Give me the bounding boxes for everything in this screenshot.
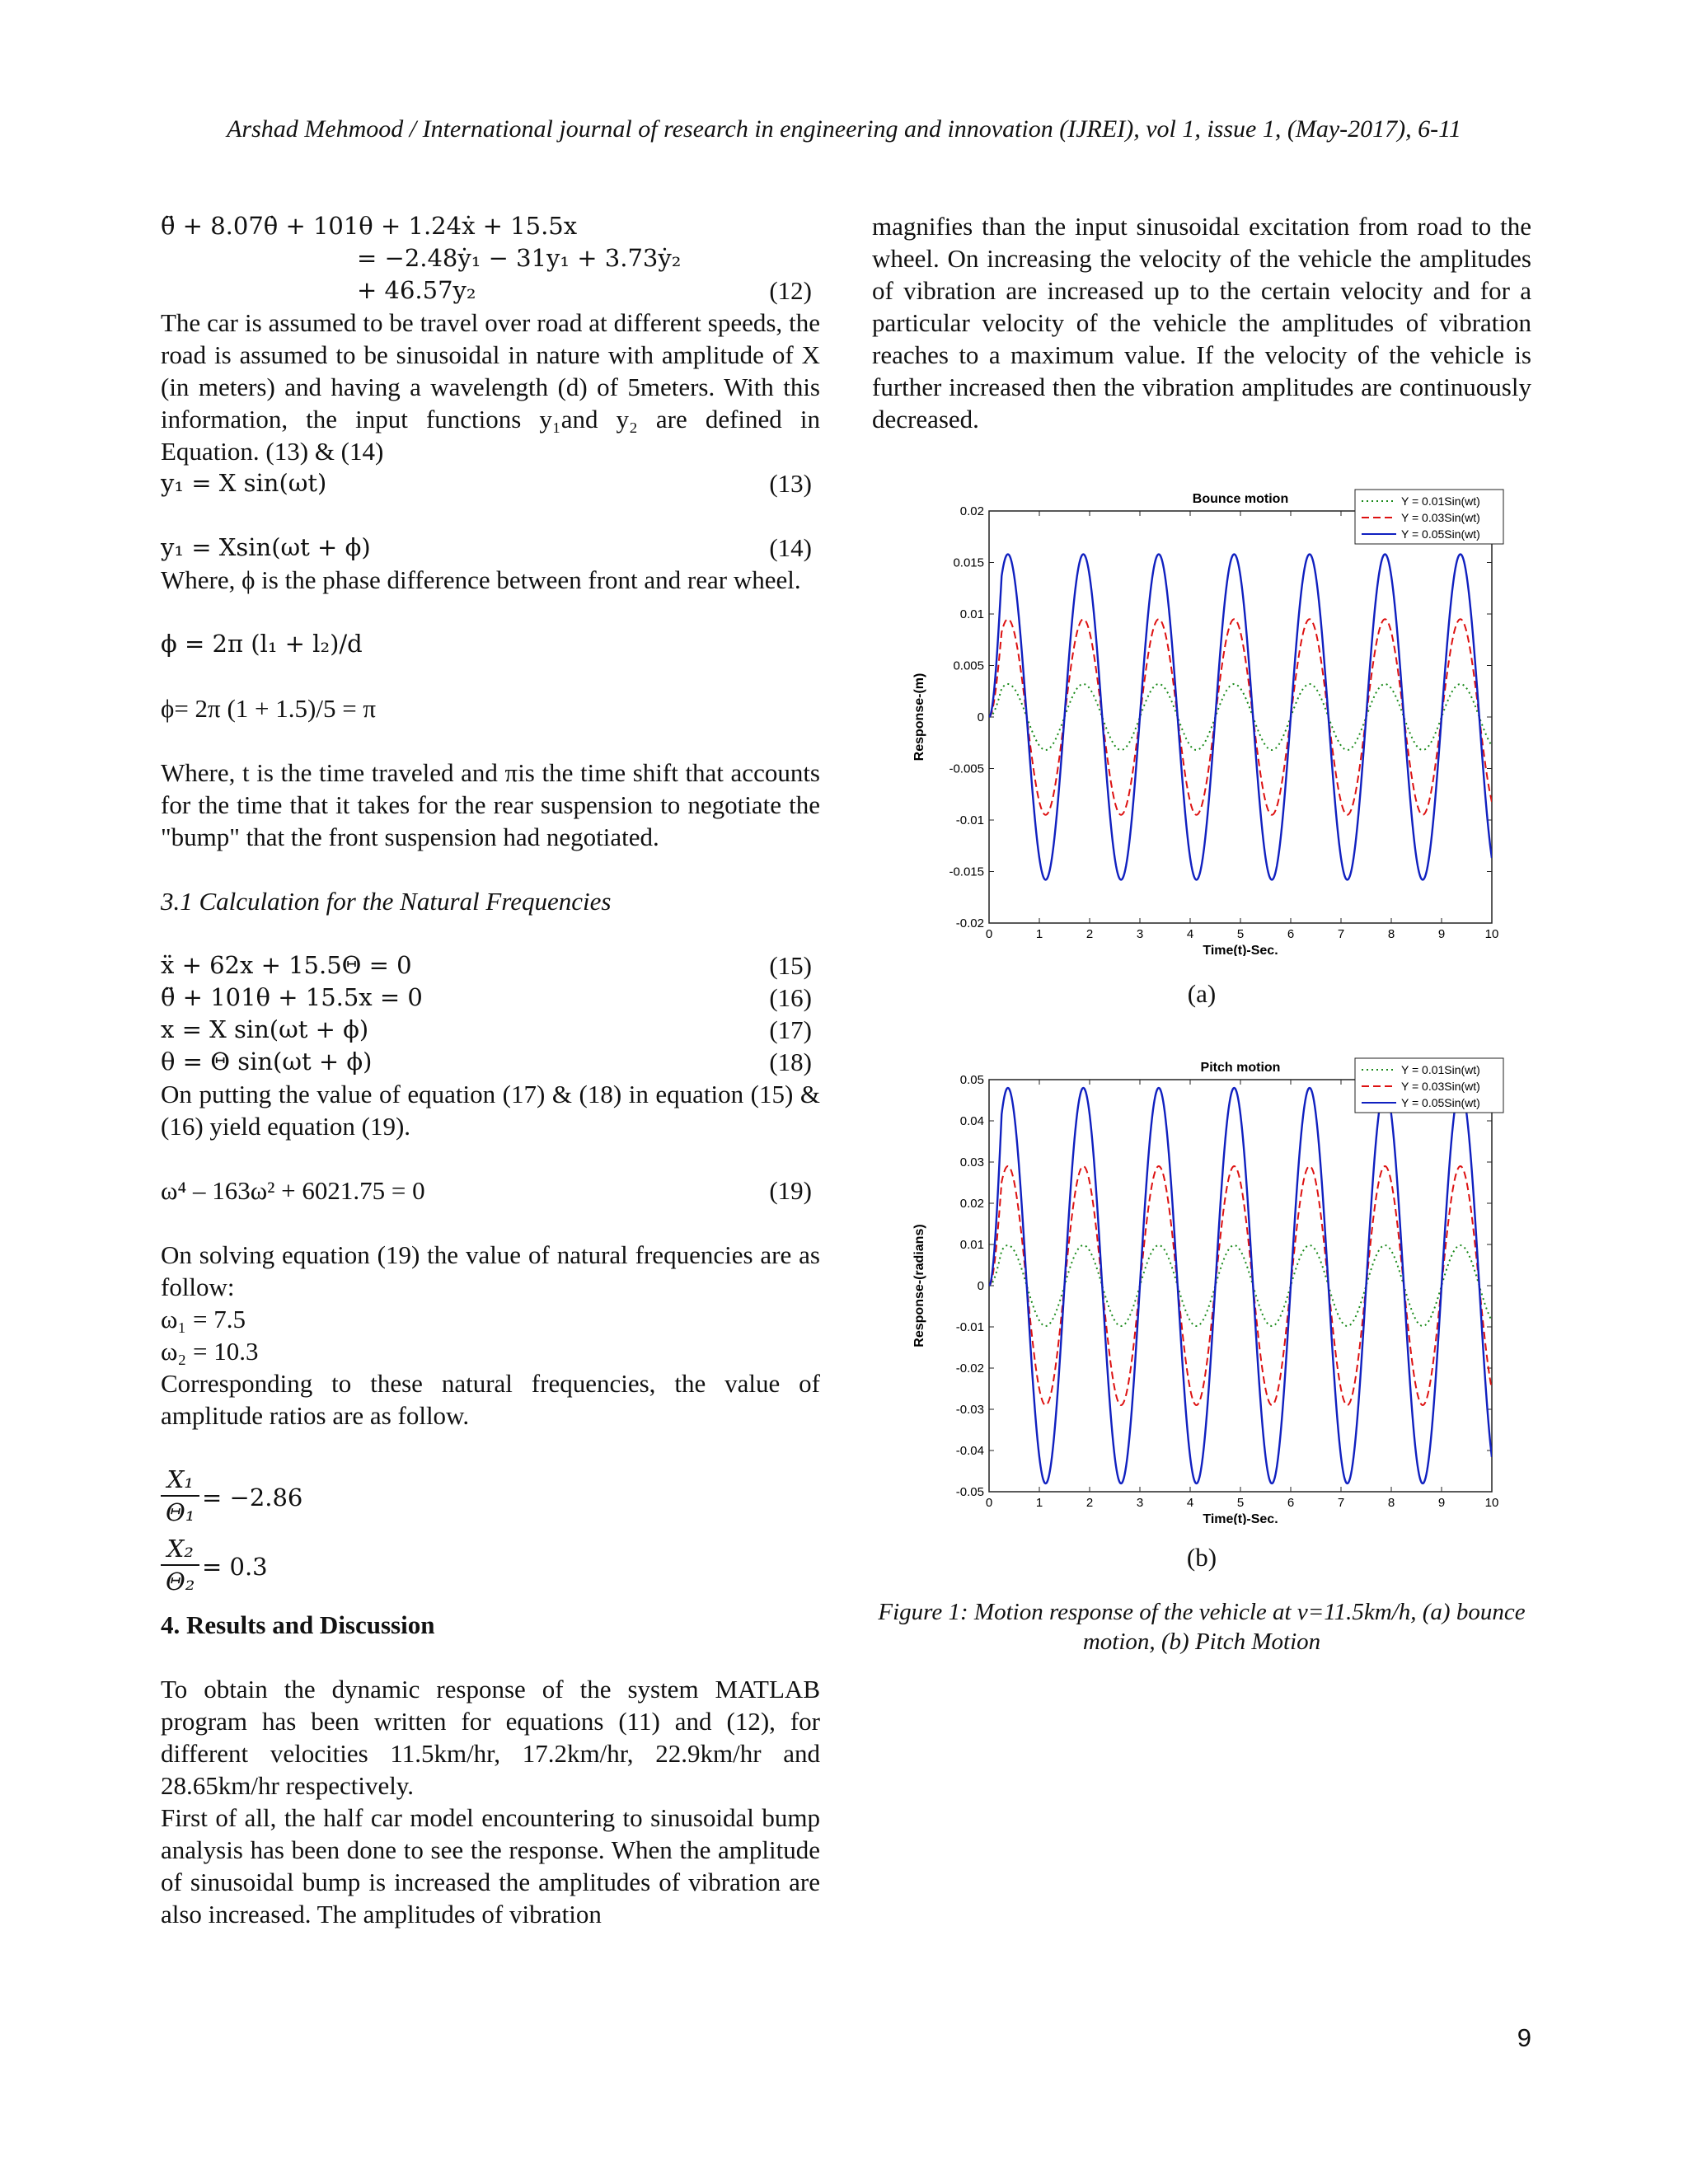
equation-15-number: (15)	[769, 951, 812, 980]
legend-entry: Y = 0.01Sin(wt)	[1401, 1063, 1480, 1076]
equation-18: θ = Θ sin(ωt + ϕ) (18)	[161, 1047, 812, 1076]
ratio-2-denominator: Θ₂	[166, 1568, 195, 1596]
section-heading-results: 4. Results and Discussion	[161, 1610, 435, 1639]
equation-16: θ̈ + 101θ + 15.5x = 0 (16)	[161, 983, 812, 1012]
subsection-heading: 3.1 Calculation for the Natural Frequencies	[161, 887, 612, 916]
x-tick-label: 0	[985, 1496, 993, 1510]
running-header: Arshad Mehmood / International journal of research in engineering and innovation (IJREI), vol 1, issue 1, (May-2017), 6-11	[227, 115, 1461, 143]
equation-14-number: (14)	[769, 533, 812, 562]
omega-2-value: ω₂ = 10.3	[161, 1337, 259, 1366]
chart-title: Bounce motion	[1192, 492, 1289, 506]
x-tick-label: 7	[1337, 927, 1345, 941]
y-tick-label: 0.02	[959, 504, 984, 518]
ratio-2-numerator: X₂	[161, 1533, 199, 1566]
equation-13-number: (13)	[769, 469, 812, 498]
equation-17: x = X sin(ωt + ϕ) (17)	[161, 1015, 812, 1044]
x-axis-label: Time(t)-Sec.	[1203, 944, 1278, 956]
x-tick-label: 6	[1287, 927, 1295, 941]
y-tick-label: -0.02	[955, 916, 984, 930]
x-tick-label: 2	[1085, 927, 1094, 941]
y-tick-label: -0.03	[955, 1403, 984, 1417]
paragraph-time-shift: Where, t is the time traveled and πis the time shift that accounts for the time that it takes for the rear suspension to negotiate the "bump" that the front suspension had negotiated.	[161, 758, 820, 851]
y-tick-label: 0.03	[959, 1155, 984, 1169]
paragraph-phase-difference: Where, ϕ is the phase difference between front and rear wheel.	[161, 565, 801, 594]
equation-19-number: (19)	[769, 1176, 812, 1205]
x-tick-label: 9	[1437, 927, 1446, 941]
y-tick-label: 0	[977, 710, 984, 724]
ratio-1-value: = −2.86	[202, 1483, 303, 1511]
y-tick-label: 0	[977, 1279, 984, 1293]
y-tick-label: -0.01	[955, 813, 984, 827]
paragraph-velocity-effect: magnifies than the input sinusoidal excitation from road to the wheel. On increasing the velocity of the vehicle the amplitudes of vibration are increased up to the certain velocity and for a particular velocity of the vehicle the amplitudes of vibration reaches to a maximum value. If the velocity of the vehicle is further increased then the vibration amplitudes are continuously decreased.	[872, 212, 1531, 434]
left-column	[161, 210, 820, 1930]
x-tick-label: 4	[1186, 927, 1194, 941]
y-tick-label: -0.05	[955, 1485, 984, 1499]
y-tick-label: 0.05	[959, 1073, 984, 1087]
x-tick-label: 1	[1035, 927, 1043, 941]
legend-entry: Y = 0.01Sin(wt)	[1401, 494, 1480, 508]
equation-phi-value: ϕ= 2π (1 + 1.5)/5 = π	[161, 694, 377, 723]
figure-label-a: (a)	[1187, 979, 1217, 1008]
x-tick-label: 10	[1484, 1496, 1499, 1510]
equation-13: y₁ = X sin(ωt) (13)	[161, 469, 812, 498]
ratio-2-value: = 0.3	[202, 1553, 268, 1581]
equation-16-number: (16)	[769, 983, 812, 1012]
y-tick-label: 0.015	[953, 555, 984, 570]
paragraph-road-model: The car is assumed to be travel over road at different speeds, the road is assumed to be sinusoidal in nature with amplitude of X (in meters) and having a wavelength (d) of 5meters. With this information, the input functions y₁and y₂ are defined in Equation. (13) & (14)	[161, 308, 820, 466]
y-tick-label: -0.01	[955, 1320, 984, 1334]
equation-19: ω⁴ – 163ω² + 6021.75 = 0 (19)	[161, 1176, 812, 1205]
y-axis-label: Response-(m)	[912, 673, 926, 762]
x-tick-label: 3	[1136, 927, 1144, 941]
x-tick-label: 5	[1236, 1496, 1245, 1510]
equation-phi: ϕ = 2π (l₁ + l₂)/d	[161, 630, 363, 658]
equation-15: ẍ + 62x + 15.5Θ = 0 (15)	[161, 951, 812, 980]
legend-entry: Y = 0.05Sin(wt)	[1401, 1096, 1480, 1109]
x-tick-label: 5	[1236, 927, 1245, 941]
y-tick-label: -0.005	[949, 762, 984, 776]
x-tick-label: 2	[1085, 1496, 1094, 1510]
amplitude-ratio-1	[161, 1464, 820, 1533]
ratio-1-numerator: X₁	[161, 1464, 199, 1497]
omega-1-value: ω₁ = 7.5	[161, 1305, 246, 1333]
right-column	[872, 210, 1531, 435]
y-tick-label: 0.04	[959, 1114, 984, 1128]
amplitude-ratio-2	[161, 1533, 820, 1602]
x-tick-label: 6	[1287, 1496, 1295, 1510]
ratio-1-denominator: Θ₁	[166, 1498, 195, 1526]
equation-18-number: (18)	[769, 1047, 812, 1076]
legend-entry: Y = 0.05Sin(wt)	[1401, 527, 1480, 541]
pitch-motion-chart	[898, 1047, 1508, 1525]
y-tick-label: -0.04	[955, 1444, 984, 1458]
paragraph-substitution: On putting the value of equation (17) & (18) in equation (15) & (16) yield equation (19).	[161, 1080, 820, 1141]
paragraph-matlab: To obtain the dynamic response of the system MATLAB program has been written for equations (11) and (12), for different velocities 11.5km/hr, 17.2km/hr, 22.9km/hr and 28.65km/hr respectively.	[161, 1675, 820, 1800]
x-tick-label: 7	[1337, 1496, 1345, 1510]
x-tick-label: 9	[1437, 1496, 1446, 1510]
x-tick-label: 4	[1186, 1496, 1194, 1510]
equation-12-line-2: = −2.48ẏ₁ − 31y₁ + 3.73ẏ₂	[357, 244, 682, 272]
equation-12-line-1: θ̈ + 8.07θ̇ + 101θ + 1.24ẋ + 15.5x	[161, 212, 578, 240]
y-tick-label: 0.005	[953, 658, 984, 673]
equation-12-number: (12)	[769, 276, 812, 305]
x-axis-label: Time(t)-Sec.	[1203, 1512, 1278, 1525]
y-tick-label: -0.02	[955, 1361, 984, 1376]
x-tick-label: 1	[1035, 1496, 1043, 1510]
page-number: 9	[1517, 2023, 1531, 2052]
equation-17-number: (17)	[769, 1015, 812, 1044]
x-tick-label: 10	[1484, 927, 1499, 941]
y-tick-label: 0.02	[959, 1197, 984, 1211]
bounce-motion-chart	[898, 478, 1508, 956]
legend-entry: Y = 0.03Sin(wt)	[1401, 1080, 1480, 1093]
equation-14: y₁ = Xsin(ωt + ϕ) (14)	[161, 533, 812, 562]
y-tick-label: 0.01	[959, 607, 984, 621]
legend-entry: Y = 0.03Sin(wt)	[1401, 511, 1480, 524]
paragraph-amplitude-ratios: Corresponding to these natural frequencies, the value of amplitude ratios are as follow.	[161, 1369, 820, 1430]
x-tick-label: 8	[1387, 927, 1395, 941]
x-tick-label: 0	[985, 927, 993, 941]
x-tick-label: 3	[1136, 1496, 1144, 1510]
y-axis-label: Response-(radians)	[912, 1224, 926, 1347]
figure-label-b: (b)	[1186, 1543, 1217, 1572]
paragraph-natural-frequencies: On solving equation (19) the value of natural frequencies are as follow:	[161, 1240, 820, 1301]
y-tick-label: 0.01	[959, 1238, 984, 1252]
paragraph-sinusoidal-bump: First of all, the half car model encountering to sinusoidal bump analysis has been done to see the response. When the amplitude of sinusoidal bump is increased the amplitudes of vibration are also increased. The amplitudes of vibration	[161, 1803, 820, 1929]
y-tick-label: -0.015	[949, 865, 984, 879]
chart-title: Pitch motion	[1200, 1061, 1281, 1075]
equation-12-line-3: + 46.57y₂ (12)	[357, 276, 812, 305]
x-tick-label: 8	[1387, 1496, 1395, 1510]
figure-caption: Figure 1: Motion response of the vehicle at v=11.5km/h, (a) bounce motion, (b) Pitch Motion	[878, 1599, 1526, 1655]
